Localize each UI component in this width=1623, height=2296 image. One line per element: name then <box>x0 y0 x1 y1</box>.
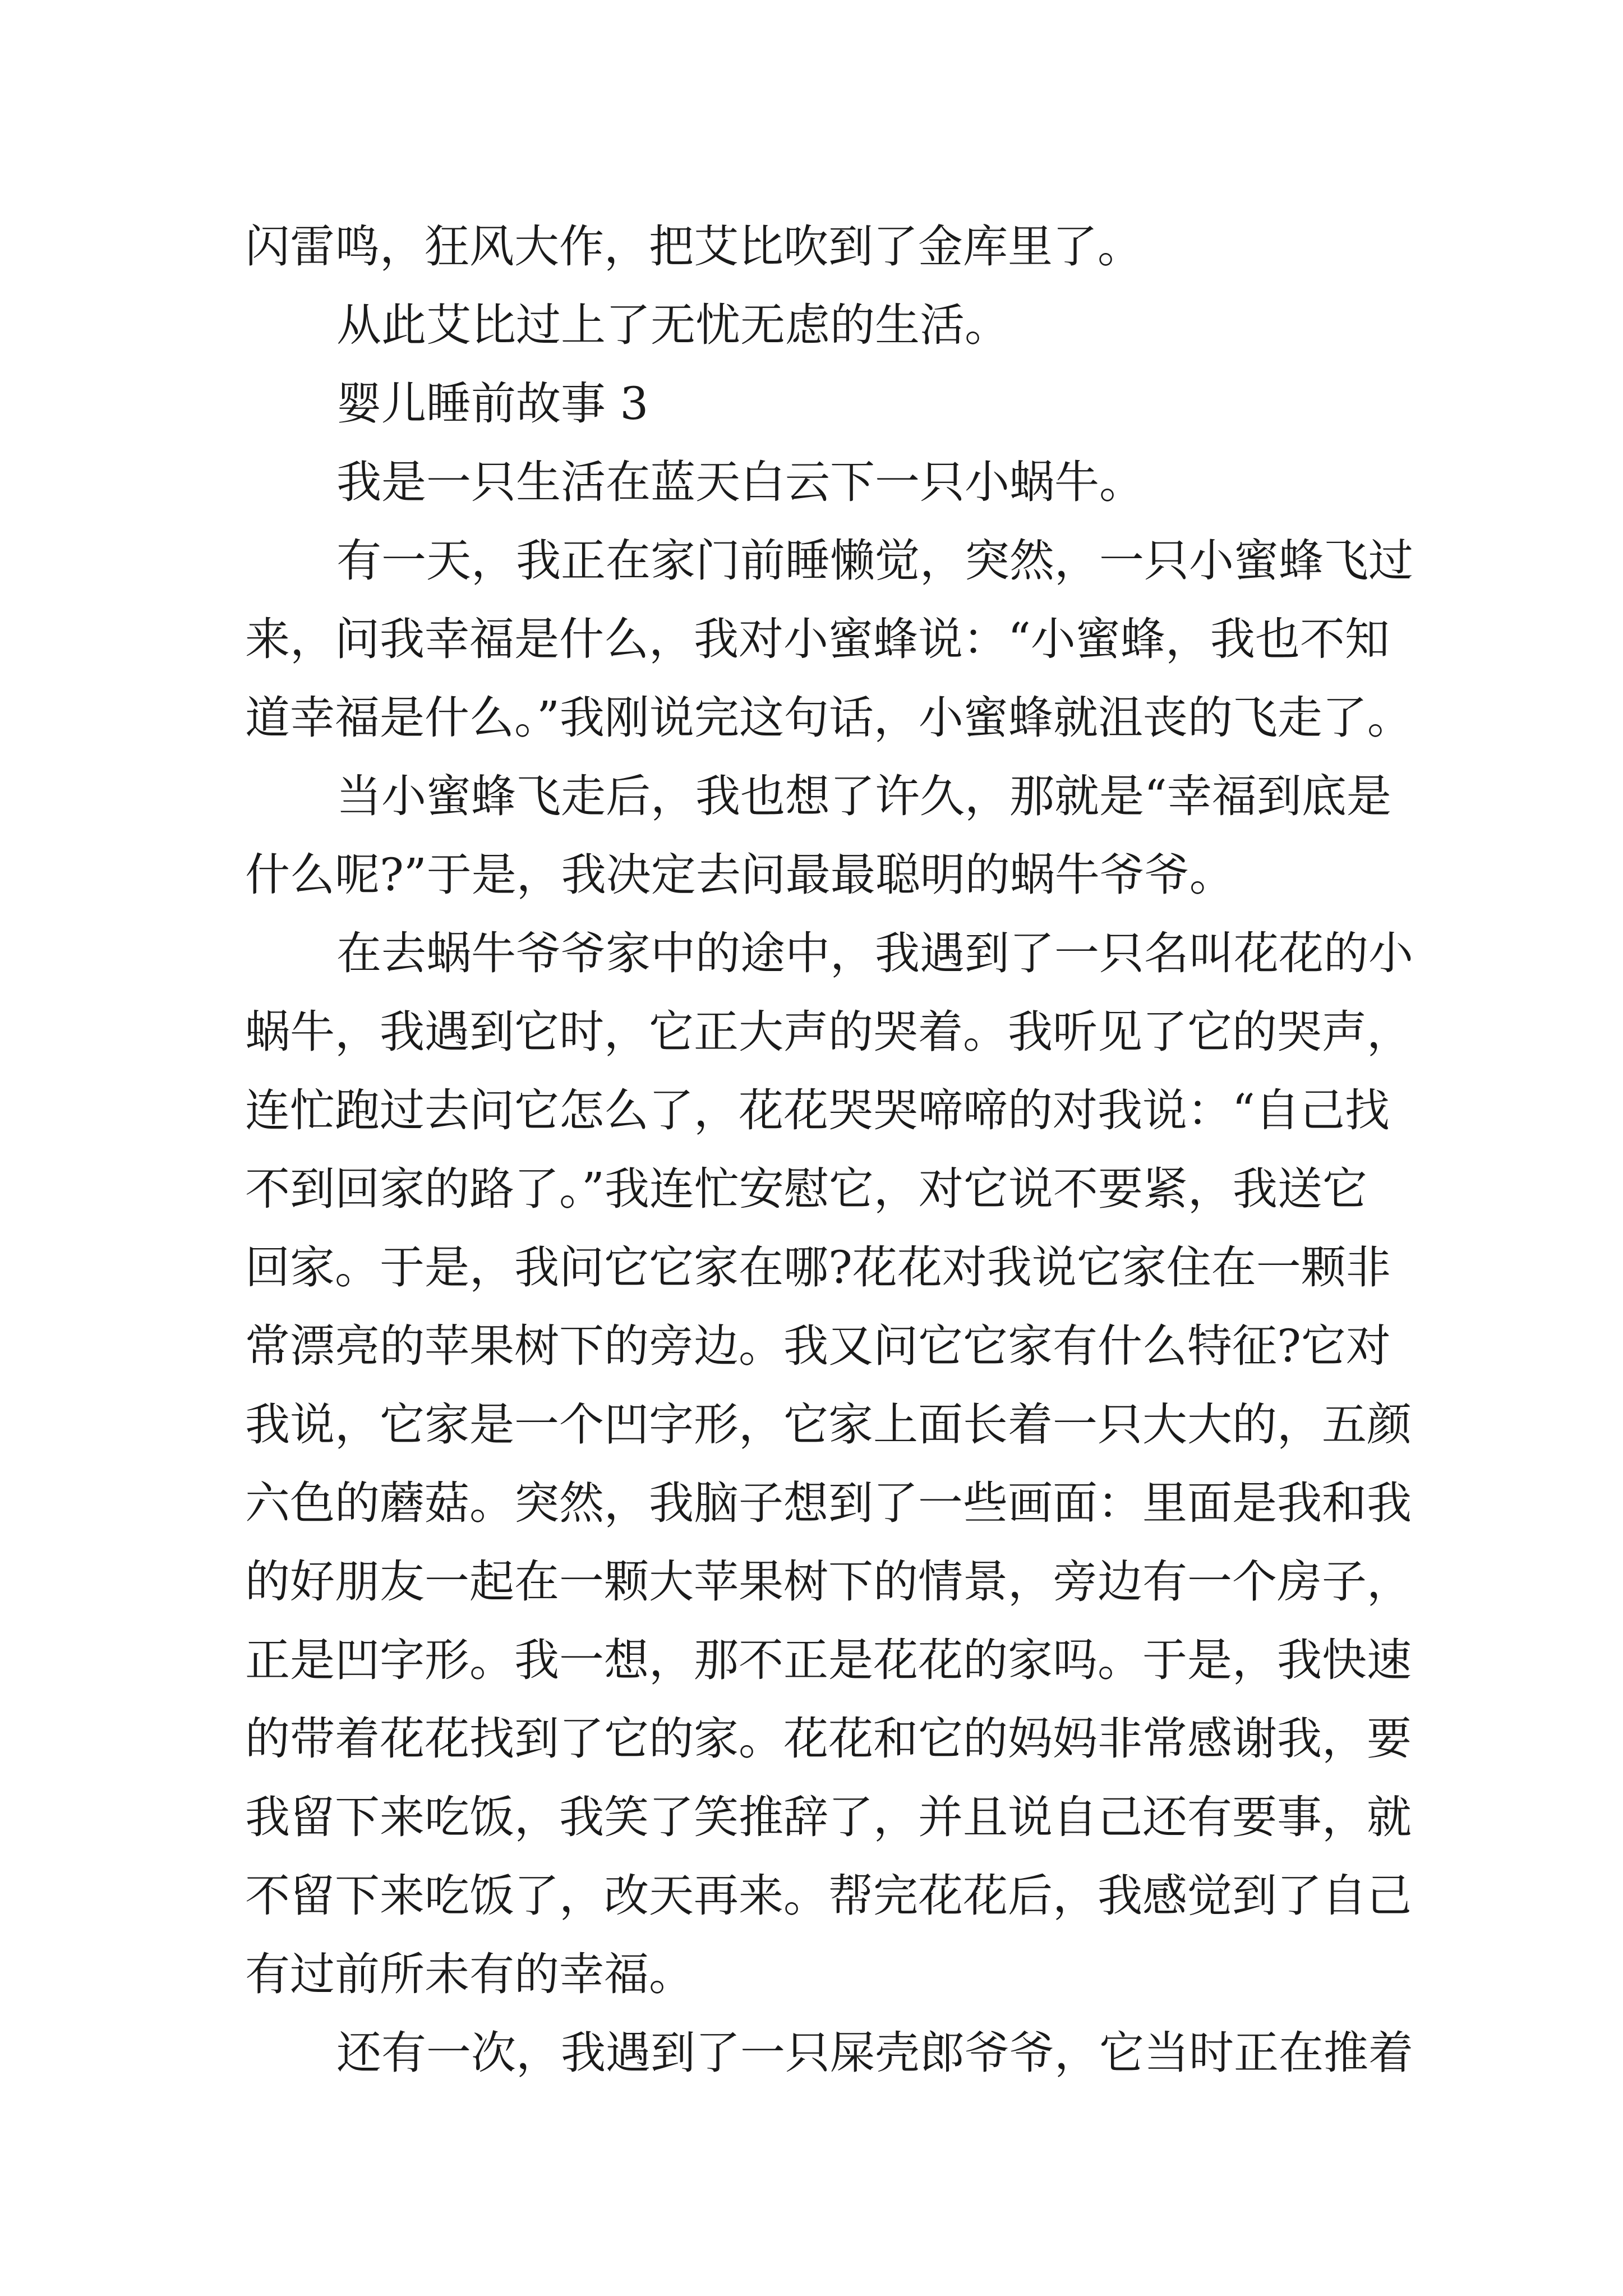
section-heading: 婴儿睡前故事 3 <box>336 378 649 430</box>
text-line: 什么呢?”于是，我决定去问最最聪明的蜗牛爷爷。 <box>245 849 1234 901</box>
text-line: 我说，它家是一个凹字形，它家上面长着一只大大的，五颜 <box>245 1398 1412 1451</box>
text-line: 常漂亮的苹果树下的旁边。我又问它它家有什么特征?它对 <box>245 1320 1391 1372</box>
text-line: 我是一只生活在蓝天白云下一只小蜗牛。 <box>336 456 1144 508</box>
text-line: 的好朋友一起在一颗大苹果树下的情景，旁边有一个房子， <box>245 1556 1412 1608</box>
text-line: 连忙跑过去问它怎么了，花花哭哭啼啼的对我说：“自己找 <box>245 1084 1390 1137</box>
text-line: 从此艾比过上了无忧无虑的生活。 <box>336 299 1009 351</box>
text-line: 我留下来吃饭，我笑了笑推辞了，并且说自己还有要事，就 <box>245 1791 1412 1843</box>
text-line: 还有一次，我遇到了一只屎壳郎爷爷，它当时正在推着 <box>336 2027 1413 2079</box>
text-line: 回家。于是，我问它它家在哪?花花对我说它家住在一颗非 <box>245 1241 1391 1294</box>
text-line: 在去蜗牛爷爷家中的途中，我遇到了一只名叫花花的小 <box>336 927 1413 979</box>
text-line: 六色的蘑菇。突然，我脑子想到了一些画面：里面是我和我 <box>245 1477 1412 1529</box>
text-line: 正是凹字形。我一想，那不正是花花的家吗。于是，我快速 <box>245 1634 1412 1686</box>
text-line: 有一天，我正在家门前睡懒觉，突然，一只小蜜蜂飞过 <box>336 535 1413 587</box>
text-line: 有过前所未有的幸福。 <box>245 1948 694 2000</box>
text-line: 道幸福是什么。”我刚说完这句话，小蜜蜂就沮丧的飞走了。 <box>245 692 1412 744</box>
text-line: 的带着花花找到了它的家。花花和它的妈妈非常感谢我，要 <box>245 1713 1412 1765</box>
text-line: 来，问我幸福是什么，我对小蜜蜂说：“小蜜蜂，我也不知 <box>245 613 1390 665</box>
text-line: 蜗牛，我遇到它时，它正大声的哭着。我听见了它的哭声， <box>245 1006 1412 1058</box>
text-line: 当小蜜蜂飞走后，我也想了许久，那就是“幸福到底是 <box>336 770 1391 822</box>
text-line: 不留下来吃饭了，改天再来。帮完花花后，我感觉到了自己 <box>245 1870 1412 1922</box>
text-line: 不到回家的路了。”我连忙安慰它，对它说不要紧，我送它 <box>245 1163 1367 1215</box>
text-line: 闪雷鸣，狂风大作，把艾比吹到了金库里了。 <box>245 220 1142 273</box>
